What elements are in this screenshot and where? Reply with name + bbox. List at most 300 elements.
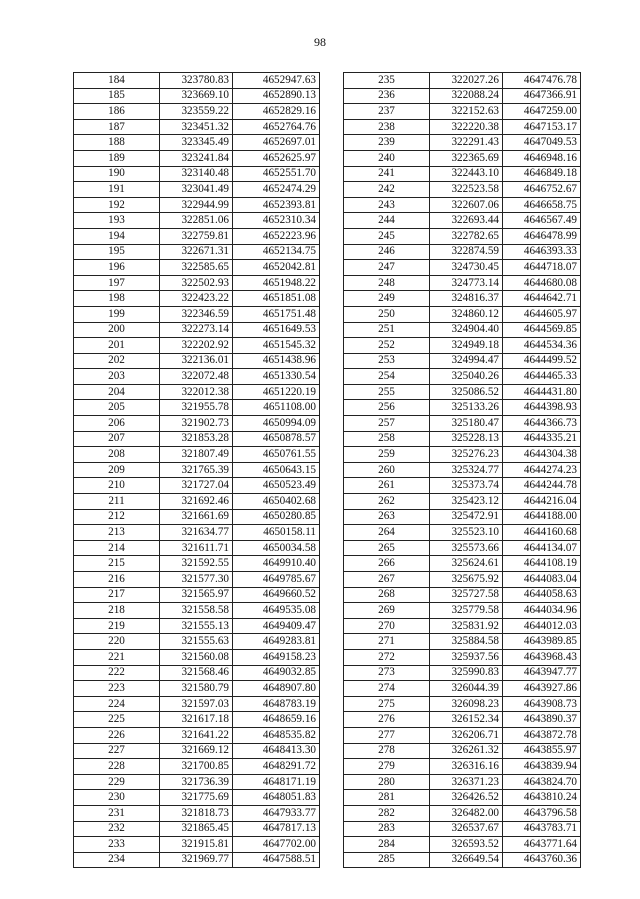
- y-coordinate-cell: 4644034.96: [503, 603, 581, 619]
- point-number-cell: 196: [74, 260, 160, 276]
- point-number-cell: 201: [74, 338, 160, 354]
- y-coordinate-cell: 4644216.04: [503, 494, 581, 510]
- x-coordinate-cell: 322502.93: [160, 275, 233, 291]
- point-number-cell: 225: [74, 712, 160, 728]
- x-coordinate-cell: 323559.22: [160, 104, 233, 120]
- y-coordinate-cell: 4652947.63: [233, 73, 320, 89]
- x-coordinate-cell: 322152.63: [430, 104, 503, 120]
- x-coordinate-cell: 325133.26: [430, 400, 503, 416]
- point-number-cell: 187: [74, 119, 160, 135]
- point-number-cell: 252: [344, 338, 430, 354]
- y-coordinate-cell: 4644188.00: [503, 509, 581, 525]
- x-coordinate-cell: 321641.22: [160, 727, 233, 743]
- x-coordinate-cell: 325884.58: [430, 634, 503, 650]
- table-row: [344, 774, 581, 790]
- y-coordinate-cell: 4650034.58: [233, 540, 320, 556]
- y-coordinate-cell: 4651545.32: [233, 338, 320, 354]
- table-row: [344, 837, 581, 853]
- x-coordinate-cell: 326206.71: [430, 727, 503, 743]
- y-coordinate-cell: 4644274.23: [503, 462, 581, 478]
- point-number-cell: 199: [74, 306, 160, 322]
- x-coordinate-cell: 322012.38: [160, 384, 233, 400]
- point-number-cell: 248: [344, 275, 430, 291]
- y-coordinate-cell: 4650761.55: [233, 447, 320, 463]
- y-coordinate-cell: 4646849.18: [503, 166, 581, 182]
- table-row: [74, 244, 320, 260]
- y-coordinate-cell: 4651330.54: [233, 369, 320, 385]
- point-number-cell: 219: [74, 618, 160, 634]
- y-coordinate-cell: 4643908.73: [503, 696, 581, 712]
- x-coordinate-cell: 321853.28: [160, 431, 233, 447]
- table-row: [74, 478, 320, 494]
- point-number-cell: 270: [344, 618, 430, 634]
- table-row: [74, 291, 320, 307]
- point-number-cell: 284: [344, 837, 430, 853]
- point-number-cell: 215: [74, 556, 160, 572]
- table-row: [344, 338, 581, 354]
- table-row: [344, 525, 581, 541]
- x-coordinate-cell: 326593.52: [430, 837, 503, 853]
- table-row: [74, 260, 320, 276]
- x-coordinate-cell: 321555.63: [160, 634, 233, 650]
- point-number-cell: 223: [74, 681, 160, 697]
- point-number-cell: 191: [74, 182, 160, 198]
- table-row: [344, 150, 581, 166]
- y-coordinate-cell: 4643968.43: [503, 649, 581, 665]
- y-coordinate-cell: 4652697.01: [233, 135, 320, 151]
- table-row: [74, 150, 320, 166]
- y-coordinate-cell: 4652474.29: [233, 182, 320, 198]
- y-coordinate-cell: 4644680.08: [503, 275, 581, 291]
- x-coordinate-cell: 326098.23: [430, 696, 503, 712]
- point-number-cell: 276: [344, 712, 430, 728]
- x-coordinate-cell: 322693.44: [430, 213, 503, 229]
- table-row: [74, 556, 320, 572]
- point-number-cell: 234: [74, 852, 160, 868]
- x-coordinate-cell: 321902.73: [160, 416, 233, 432]
- table-row: [344, 634, 581, 650]
- y-coordinate-cell: 4650280.85: [233, 509, 320, 525]
- point-number-cell: 190: [74, 166, 160, 182]
- y-coordinate-cell: 4652764.76: [233, 119, 320, 135]
- y-coordinate-cell: 4643989.85: [503, 634, 581, 650]
- table-row: [344, 821, 581, 837]
- point-number-cell: 254: [344, 369, 430, 385]
- table-row: [344, 384, 581, 400]
- point-number-cell: 203: [74, 369, 160, 385]
- coordinates-table-right: [343, 72, 581, 868]
- point-number-cell: 222: [74, 665, 160, 681]
- x-coordinate-cell: 322291.43: [430, 135, 503, 151]
- y-coordinate-cell: 4649409.47: [233, 618, 320, 634]
- point-number-cell: 246: [344, 244, 430, 260]
- point-number-cell: 257: [344, 416, 430, 432]
- table-row: [344, 228, 581, 244]
- x-coordinate-cell: 321775.69: [160, 790, 233, 806]
- coordinates-table-left: [73, 72, 320, 868]
- y-coordinate-cell: 4651108.00: [233, 400, 320, 416]
- y-coordinate-cell: 4650158.11: [233, 525, 320, 541]
- y-coordinate-cell: 4643839.94: [503, 759, 581, 775]
- table-row: [74, 805, 320, 821]
- x-coordinate-cell: 321736.39: [160, 774, 233, 790]
- x-coordinate-cell: 325423.12: [430, 494, 503, 510]
- x-coordinate-cell: 324994.47: [430, 353, 503, 369]
- point-number-cell: 266: [344, 556, 430, 572]
- table-row: [74, 509, 320, 525]
- point-number-cell: 240: [344, 150, 430, 166]
- point-number-cell: 229: [74, 774, 160, 790]
- x-coordinate-cell: 321765.39: [160, 462, 233, 478]
- point-number-cell: 269: [344, 603, 430, 619]
- y-coordinate-cell: 4644244.78: [503, 478, 581, 494]
- point-number-cell: 259: [344, 447, 430, 463]
- x-coordinate-cell: 321565.97: [160, 587, 233, 603]
- x-coordinate-cell: 326649.54: [430, 852, 503, 868]
- point-number-cell: 186: [74, 104, 160, 120]
- table-row: [74, 712, 320, 728]
- table-row: [344, 416, 581, 432]
- x-coordinate-cell: 322346.59: [160, 306, 233, 322]
- point-number-cell: 210: [74, 478, 160, 494]
- x-coordinate-cell: 321661.69: [160, 509, 233, 525]
- y-coordinate-cell: 4643824.70: [503, 774, 581, 790]
- x-coordinate-cell: 322782.65: [430, 228, 503, 244]
- y-coordinate-cell: 4643760.36: [503, 852, 581, 868]
- table-row: [344, 743, 581, 759]
- y-coordinate-cell: 4652042.81: [233, 260, 320, 276]
- x-coordinate-cell: 321611.71: [160, 540, 233, 556]
- y-coordinate-cell: 4644366.73: [503, 416, 581, 432]
- y-coordinate-cell: 4648783.19: [233, 696, 320, 712]
- table-row: [344, 759, 581, 775]
- table-row: [344, 104, 581, 120]
- x-coordinate-cell: 322443.10: [430, 166, 503, 182]
- table-row: [344, 572, 581, 588]
- table-row: [74, 431, 320, 447]
- point-number-cell: 238: [344, 119, 430, 135]
- x-coordinate-cell: 326482.00: [430, 805, 503, 821]
- table-row: [344, 727, 581, 743]
- y-coordinate-cell: 4650878.57: [233, 431, 320, 447]
- point-number-cell: 226: [74, 727, 160, 743]
- point-number-cell: 274: [344, 681, 430, 697]
- x-coordinate-cell: 326316.16: [430, 759, 503, 775]
- y-coordinate-cell: 4649032.85: [233, 665, 320, 681]
- point-number-cell: 275: [344, 696, 430, 712]
- x-coordinate-cell: 326426.52: [430, 790, 503, 806]
- y-coordinate-cell: 4651851.08: [233, 291, 320, 307]
- point-number-cell: 220: [74, 634, 160, 650]
- y-coordinate-cell: 4652310.34: [233, 213, 320, 229]
- x-coordinate-cell: 326537.67: [430, 821, 503, 837]
- x-coordinate-cell: 321577.30: [160, 572, 233, 588]
- y-coordinate-cell: 4652223.96: [233, 228, 320, 244]
- y-coordinate-cell: 4649910.40: [233, 556, 320, 572]
- point-number-cell: 251: [344, 322, 430, 338]
- x-coordinate-cell: 321568.46: [160, 665, 233, 681]
- table-row: [344, 494, 581, 510]
- table-row: [74, 525, 320, 541]
- point-number-cell: 217: [74, 587, 160, 603]
- x-coordinate-cell: 326152.34: [430, 712, 503, 728]
- table-row: [74, 447, 320, 463]
- point-number-cell: 232: [74, 821, 160, 837]
- y-coordinate-cell: 4651751.48: [233, 306, 320, 322]
- x-coordinate-cell: 326044.39: [430, 681, 503, 697]
- x-coordinate-cell: 321818.73: [160, 805, 233, 821]
- point-number-cell: 261: [344, 478, 430, 494]
- table-row: [74, 634, 320, 650]
- y-coordinate-cell: 4650994.09: [233, 416, 320, 432]
- point-number-cell: 189: [74, 150, 160, 166]
- point-number-cell: 239: [344, 135, 430, 151]
- table-row: [344, 306, 581, 322]
- table-row: [74, 618, 320, 634]
- x-coordinate-cell: 321692.46: [160, 494, 233, 510]
- point-number-cell: 280: [344, 774, 430, 790]
- table-row: [344, 805, 581, 821]
- y-coordinate-cell: 4644335.21: [503, 431, 581, 447]
- point-number-cell: 230: [74, 790, 160, 806]
- point-number-cell: 205: [74, 400, 160, 416]
- table-row: [344, 275, 581, 291]
- y-coordinate-cell: 4648659.16: [233, 712, 320, 728]
- y-coordinate-cell: 4644499.52: [503, 353, 581, 369]
- point-number-cell: 185: [74, 88, 160, 104]
- y-coordinate-cell: 4644534.36: [503, 338, 581, 354]
- point-number-cell: 247: [344, 260, 430, 276]
- point-number-cell: 277: [344, 727, 430, 743]
- x-coordinate-cell: 323345.49: [160, 135, 233, 151]
- point-number-cell: 267: [344, 572, 430, 588]
- x-coordinate-cell: 322944.99: [160, 197, 233, 213]
- table-row: [74, 540, 320, 556]
- y-coordinate-cell: 4643810.24: [503, 790, 581, 806]
- x-coordinate-cell: 324860.12: [430, 306, 503, 322]
- table-row: [344, 182, 581, 198]
- y-coordinate-cell: 4643796.58: [503, 805, 581, 821]
- y-coordinate-cell: 4644304.38: [503, 447, 581, 463]
- point-number-cell: 202: [74, 353, 160, 369]
- y-coordinate-cell: 4644058.63: [503, 587, 581, 603]
- table-row: [344, 135, 581, 151]
- point-number-cell: 192: [74, 197, 160, 213]
- table-row: [74, 790, 320, 806]
- table-row: [74, 727, 320, 743]
- x-coordinate-cell: 326261.32: [430, 743, 503, 759]
- x-coordinate-cell: 323780.83: [160, 73, 233, 89]
- y-coordinate-cell: 4649785.67: [233, 572, 320, 588]
- table-row: [344, 618, 581, 634]
- x-coordinate-cell: 321580.79: [160, 681, 233, 697]
- table-row: [74, 665, 320, 681]
- y-coordinate-cell: 4647588.51: [233, 852, 320, 868]
- y-coordinate-cell: 4643855.97: [503, 743, 581, 759]
- y-coordinate-cell: 4649535.08: [233, 603, 320, 619]
- x-coordinate-cell: 325990.83: [430, 665, 503, 681]
- y-coordinate-cell: 4652829.16: [233, 104, 320, 120]
- x-coordinate-cell: 325779.58: [430, 603, 503, 619]
- point-number-cell: 264: [344, 525, 430, 541]
- table-row: [344, 712, 581, 728]
- y-coordinate-cell: 4648907.80: [233, 681, 320, 697]
- x-coordinate-cell: 325831.92: [430, 618, 503, 634]
- table-row: [344, 587, 581, 603]
- x-coordinate-cell: 325373.74: [430, 478, 503, 494]
- y-coordinate-cell: 4652551.70: [233, 166, 320, 182]
- point-number-cell: 206: [74, 416, 160, 432]
- point-number-cell: 216: [74, 572, 160, 588]
- table-row: [74, 587, 320, 603]
- y-coordinate-cell: 4643783.71: [503, 821, 581, 837]
- x-coordinate-cell: 322423.22: [160, 291, 233, 307]
- y-coordinate-cell: 4651438.96: [233, 353, 320, 369]
- table-row: [74, 774, 320, 790]
- x-coordinate-cell: 325624.61: [430, 556, 503, 572]
- y-coordinate-cell: 4644160.68: [503, 525, 581, 541]
- y-coordinate-cell: 4652393.81: [233, 197, 320, 213]
- table-row: [74, 369, 320, 385]
- x-coordinate-cell: 323241.84: [160, 150, 233, 166]
- table-row: [344, 260, 581, 276]
- x-coordinate-cell: 324949.18: [430, 338, 503, 354]
- x-coordinate-cell: 325727.58: [430, 587, 503, 603]
- point-number-cell: 204: [74, 384, 160, 400]
- point-number-cell: 285: [344, 852, 430, 868]
- x-coordinate-cell: 324904.40: [430, 322, 503, 338]
- table-row: [344, 696, 581, 712]
- x-coordinate-cell: 321560.08: [160, 649, 233, 665]
- x-coordinate-cell: 322136.01: [160, 353, 233, 369]
- y-coordinate-cell: 4648051.83: [233, 790, 320, 806]
- table-row: [74, 135, 320, 151]
- x-coordinate-cell: 323451.32: [160, 119, 233, 135]
- point-number-cell: 272: [344, 649, 430, 665]
- table-row: [74, 681, 320, 697]
- y-coordinate-cell: 4650402.68: [233, 494, 320, 510]
- table-row: [344, 447, 581, 463]
- table-row: [344, 166, 581, 182]
- point-number-cell: 208: [74, 447, 160, 463]
- point-number-cell: 213: [74, 525, 160, 541]
- y-coordinate-cell: 4649283.81: [233, 634, 320, 650]
- point-number-cell: 207: [74, 431, 160, 447]
- x-coordinate-cell: 324730.45: [430, 260, 503, 276]
- x-coordinate-cell: 322220.38: [430, 119, 503, 135]
- x-coordinate-cell: 325675.92: [430, 572, 503, 588]
- table-row: [74, 182, 320, 198]
- table-row: [74, 837, 320, 853]
- point-number-cell: 237: [344, 104, 430, 120]
- point-number-cell: 258: [344, 431, 430, 447]
- table-row: [344, 291, 581, 307]
- x-coordinate-cell: 321700.85: [160, 759, 233, 775]
- table-row: [74, 119, 320, 135]
- table-row: [344, 649, 581, 665]
- point-number-cell: 268: [344, 587, 430, 603]
- x-coordinate-cell: 321865.45: [160, 821, 233, 837]
- point-number-cell: 282: [344, 805, 430, 821]
- x-coordinate-cell: 322072.48: [160, 369, 233, 385]
- table-row: [74, 88, 320, 104]
- y-coordinate-cell: 4648291.72: [233, 759, 320, 775]
- x-coordinate-cell: 321592.55: [160, 556, 233, 572]
- table-row: [74, 821, 320, 837]
- point-number-cell: 281: [344, 790, 430, 806]
- y-coordinate-cell: 4647476.78: [503, 73, 581, 89]
- x-coordinate-cell: 322027.26: [430, 73, 503, 89]
- y-coordinate-cell: 4646948.16: [503, 150, 581, 166]
- table-row: [344, 509, 581, 525]
- point-number-cell: 243: [344, 197, 430, 213]
- x-coordinate-cell: 321807.49: [160, 447, 233, 463]
- x-coordinate-cell: 324773.14: [430, 275, 503, 291]
- table-row: [344, 556, 581, 572]
- table-row: [344, 73, 581, 89]
- y-coordinate-cell: 4652134.75: [233, 244, 320, 260]
- point-number-cell: 271: [344, 634, 430, 650]
- y-coordinate-cell: 4643890.37: [503, 712, 581, 728]
- y-coordinate-cell: 4644108.19: [503, 556, 581, 572]
- x-coordinate-cell: 321558.58: [160, 603, 233, 619]
- point-number-cell: 227: [74, 743, 160, 759]
- table-row: [74, 384, 320, 400]
- table-row: [74, 213, 320, 229]
- x-coordinate-cell: 325937.56: [430, 649, 503, 665]
- y-coordinate-cell: 4644431.80: [503, 384, 581, 400]
- x-coordinate-cell: 321969.77: [160, 852, 233, 868]
- y-coordinate-cell: 4643927.86: [503, 681, 581, 697]
- table-row: [74, 73, 320, 89]
- point-number-cell: 194: [74, 228, 160, 244]
- x-coordinate-cell: 322088.24: [430, 88, 503, 104]
- y-coordinate-cell: 4644569.85: [503, 322, 581, 338]
- y-coordinate-cell: 4643771.64: [503, 837, 581, 853]
- point-number-cell: 200: [74, 322, 160, 338]
- x-coordinate-cell: 322874.59: [430, 244, 503, 260]
- y-coordinate-cell: 4651649.53: [233, 322, 320, 338]
- point-number-cell: 211: [74, 494, 160, 510]
- table-row: [74, 400, 320, 416]
- table-row: [74, 104, 320, 120]
- y-coordinate-cell: 4647153.17: [503, 119, 581, 135]
- x-coordinate-cell: 322851.06: [160, 213, 233, 229]
- table-row: [344, 369, 581, 385]
- point-number-cell: 214: [74, 540, 160, 556]
- y-coordinate-cell: 4649158.23: [233, 649, 320, 665]
- x-coordinate-cell: 323041.49: [160, 182, 233, 198]
- y-coordinate-cell: 4650523.49: [233, 478, 320, 494]
- table-row: [74, 759, 320, 775]
- table-row: [344, 353, 581, 369]
- x-coordinate-cell: 321555.13: [160, 618, 233, 634]
- table-row: [344, 213, 581, 229]
- table-row: [74, 322, 320, 338]
- y-coordinate-cell: 4651220.19: [233, 384, 320, 400]
- point-number-cell: 241: [344, 166, 430, 182]
- point-number-cell: 253: [344, 353, 430, 369]
- x-coordinate-cell: 322273.14: [160, 322, 233, 338]
- table-row: [74, 166, 320, 182]
- x-coordinate-cell: 325180.47: [430, 416, 503, 432]
- x-coordinate-cell: 321955.78: [160, 400, 233, 416]
- table-row: [74, 462, 320, 478]
- table-row: [74, 572, 320, 588]
- x-coordinate-cell: 321597.03: [160, 696, 233, 712]
- point-number-cell: 198: [74, 291, 160, 307]
- table-row: [74, 228, 320, 244]
